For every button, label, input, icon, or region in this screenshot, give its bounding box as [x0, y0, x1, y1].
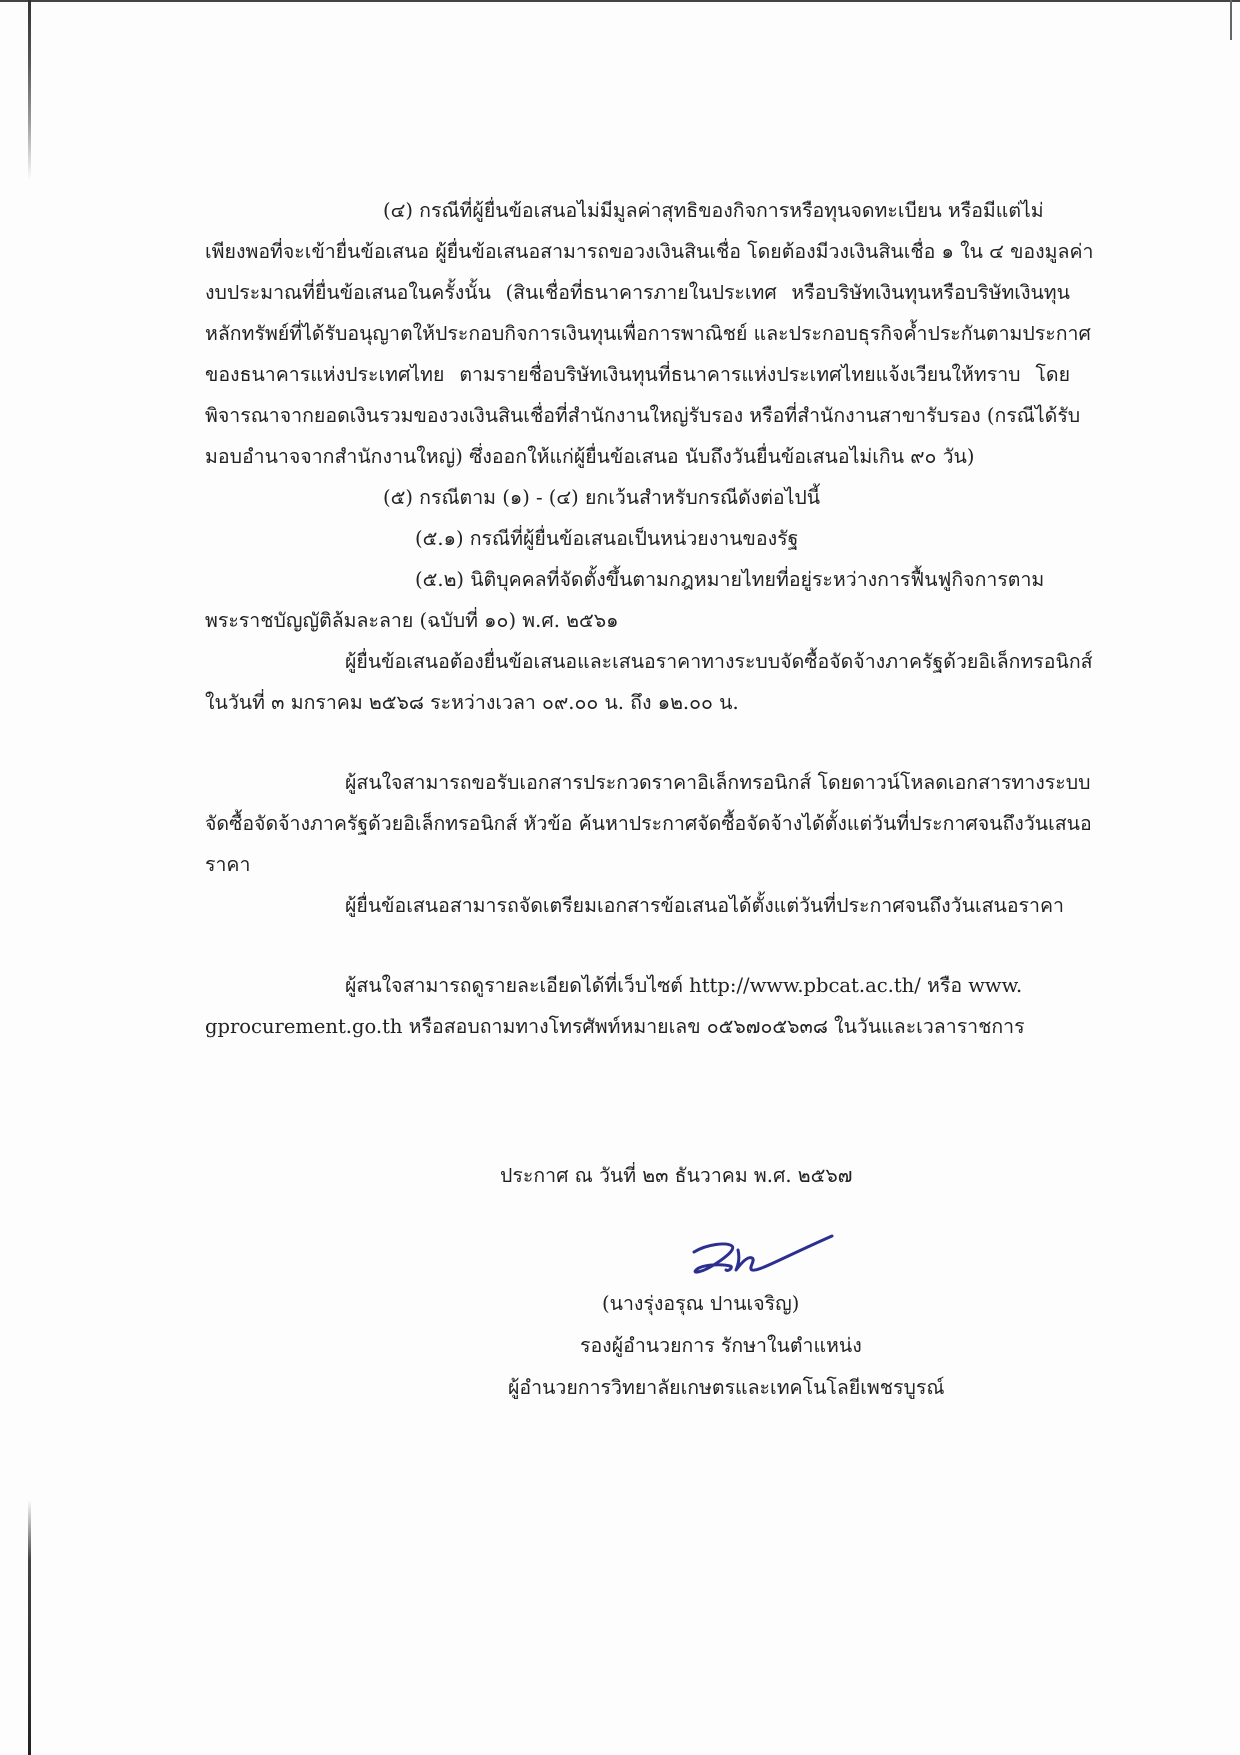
paragraph-line: ของธนาคารแห่งประเทศไทย ตามรายชื่อบริษัทเงินทุนที่ธนาคารแห่งประเทศไทยแจ้งเวียนให้ทราบ โดย [205, 363, 1070, 386]
paragraph-line: ผู้สนใจสามารถดูรายละเอียดได้ที่เว็บไซต์ http://www.pbcat.ac.th/ หรือ www. [345, 974, 1023, 997]
signer-title: รองผู้อำนวยการ รักษาในตำแหน่ง [580, 1334, 862, 1357]
paragraph-line: ในวันที่ ๓ มกราคม ๒๕๖๘ ระหว่างเวลา ๐๙.๐๐ น. ถึง ๑๒.๐๐ น. [205, 691, 739, 714]
paragraph-line: (๕) กรณีตาม (๑) - (๔) ยกเว้นสำหรับกรณีดังต่อไปนี้ [383, 486, 821, 509]
paragraph-line: (๕.๒) นิติบุคคลที่จัดตั้งขึ้นตามกฎหมายไทยที่อยู่ระหว่างการฟื้นฟูกิจการตาม [415, 568, 1045, 591]
paragraph-line: ผู้ยื่นข้อเสนอต้องยื่นข้อเสนอและเสนอราคาทางระบบจัดซื้อจัดจ้างภาครัฐด้วยอิเล็กทรอนิกส์ [345, 650, 1093, 673]
handwritten-signature [682, 1230, 842, 1290]
paragraph-line: เพียงพอที่จะเข้ายื่นข้อเสนอ ผู้ยื่นข้อเสนอสามารถขอวงเงินสินเชื่อ โดยต้องมีวงเงินสินเชื่อ ๑ ใน ๔ ของมูลค่า [205, 240, 1094, 263]
paragraph-line: พิจารณาจากยอดเงินรวมของวงเงินสินเชื่อที่สำนักงานใหญ่รับรอง หรือที่สำนักงานสาขารับรอง (กรณีได้รับ [205, 404, 1081, 427]
spacer [205, 926, 1070, 965]
paragraph-line: มอบอำนาจจากสำนักงานใหญ่) ซึ่งออกให้แก่ผู้ยื่นข้อเสนอ นับถึงวันยื่นข้อเสนอไม่เกิน ๙๐ วัน) [205, 445, 975, 468]
paragraph-line: งบประมาณที่ยื่นข้อเสนอในครั้งนั้น (สินเชื่อที่ธนาคารภายในประเทศ หรือบริษัทเงินทุนหรือบริษัทเงินทุน [205, 281, 1070, 304]
paragraph-line: ผู้ยื่นข้อเสนอสามารถจัดเตรียมเอกสารข้อเสนอได้ตั้งแต่วันที่ประกาศจนถึงวันเสนอราคา [345, 894, 1064, 917]
body-text [205, 190, 1094, 1047]
paragraph-line: (๔) กรณีที่ผู้ยื่นข้อเสนอไม่มีมูลค่าสุทธิของกิจการหรือทุนจดทะเบียน หรือมีแต่ไม่ [383, 199, 1044, 222]
spacer [205, 723, 1070, 762]
paragraph-line: ราคา [205, 853, 251, 876]
scan-edge-right [1230, 0, 1232, 40]
paragraph-line: จัดซื้อจัดจ้างภาครัฐด้วยอิเล็กทรอนิกส์ หัวข้อ ค้นหาประกาศจัดซื้อจัดจ้างได้ตั้งแต่วันที่ประกาศจนถึงวันเสนอ [205, 812, 1092, 835]
scan-edge-left [28, 0, 31, 1755]
signature-block [0, 1160, 1240, 1420]
scan-edge-top [0, 0, 1240, 2]
signer-name: (นางรุ่งอรุณ ปานเจริญ) [602, 1292, 800, 1315]
announcement-date: ประกาศ ณ วันที่ ๒๓ ธันวาคม พ.ศ. ๒๕๖๗ [500, 1164, 853, 1187]
paragraph-line: (๕.๑) กรณีที่ผู้ยื่นข้อเสนอเป็นหน่วยงานของรัฐ [415, 527, 799, 550]
paragraph-line: ผู้สนใจสามารถขอรับเอกสารประกวดราคาอิเล็กทรอนิกส์ โดยดาวน์โหลดเอกสารทางระบบ [345, 771, 1091, 794]
paragraph-line: gprocurement.go.th หรือสอบถามทางโทรศัพท์หมายเลข ๐๕๖๗๐๕๖๓๘ ในวันและเวลาราชการ [205, 1015, 1025, 1038]
paragraph-line: พระราชบัญญัติล้มละลาย (ฉบับที่ ๑๐) พ.ศ. ๒๕๖๑ [205, 609, 619, 632]
paragraph-line: หลักทรัพย์ที่ได้รับอนุญาตให้ประกอบกิจการเงินทุนเพื่อการพาณิชย์ และประกอบธุรกิจค้ำประกันตามประกาศ [205, 322, 1091, 345]
signer-organization: ผู้อำนวยการวิทยาลัยเกษตรและเทคโนโลยีเพชรบูรณ์ [508, 1376, 945, 1399]
